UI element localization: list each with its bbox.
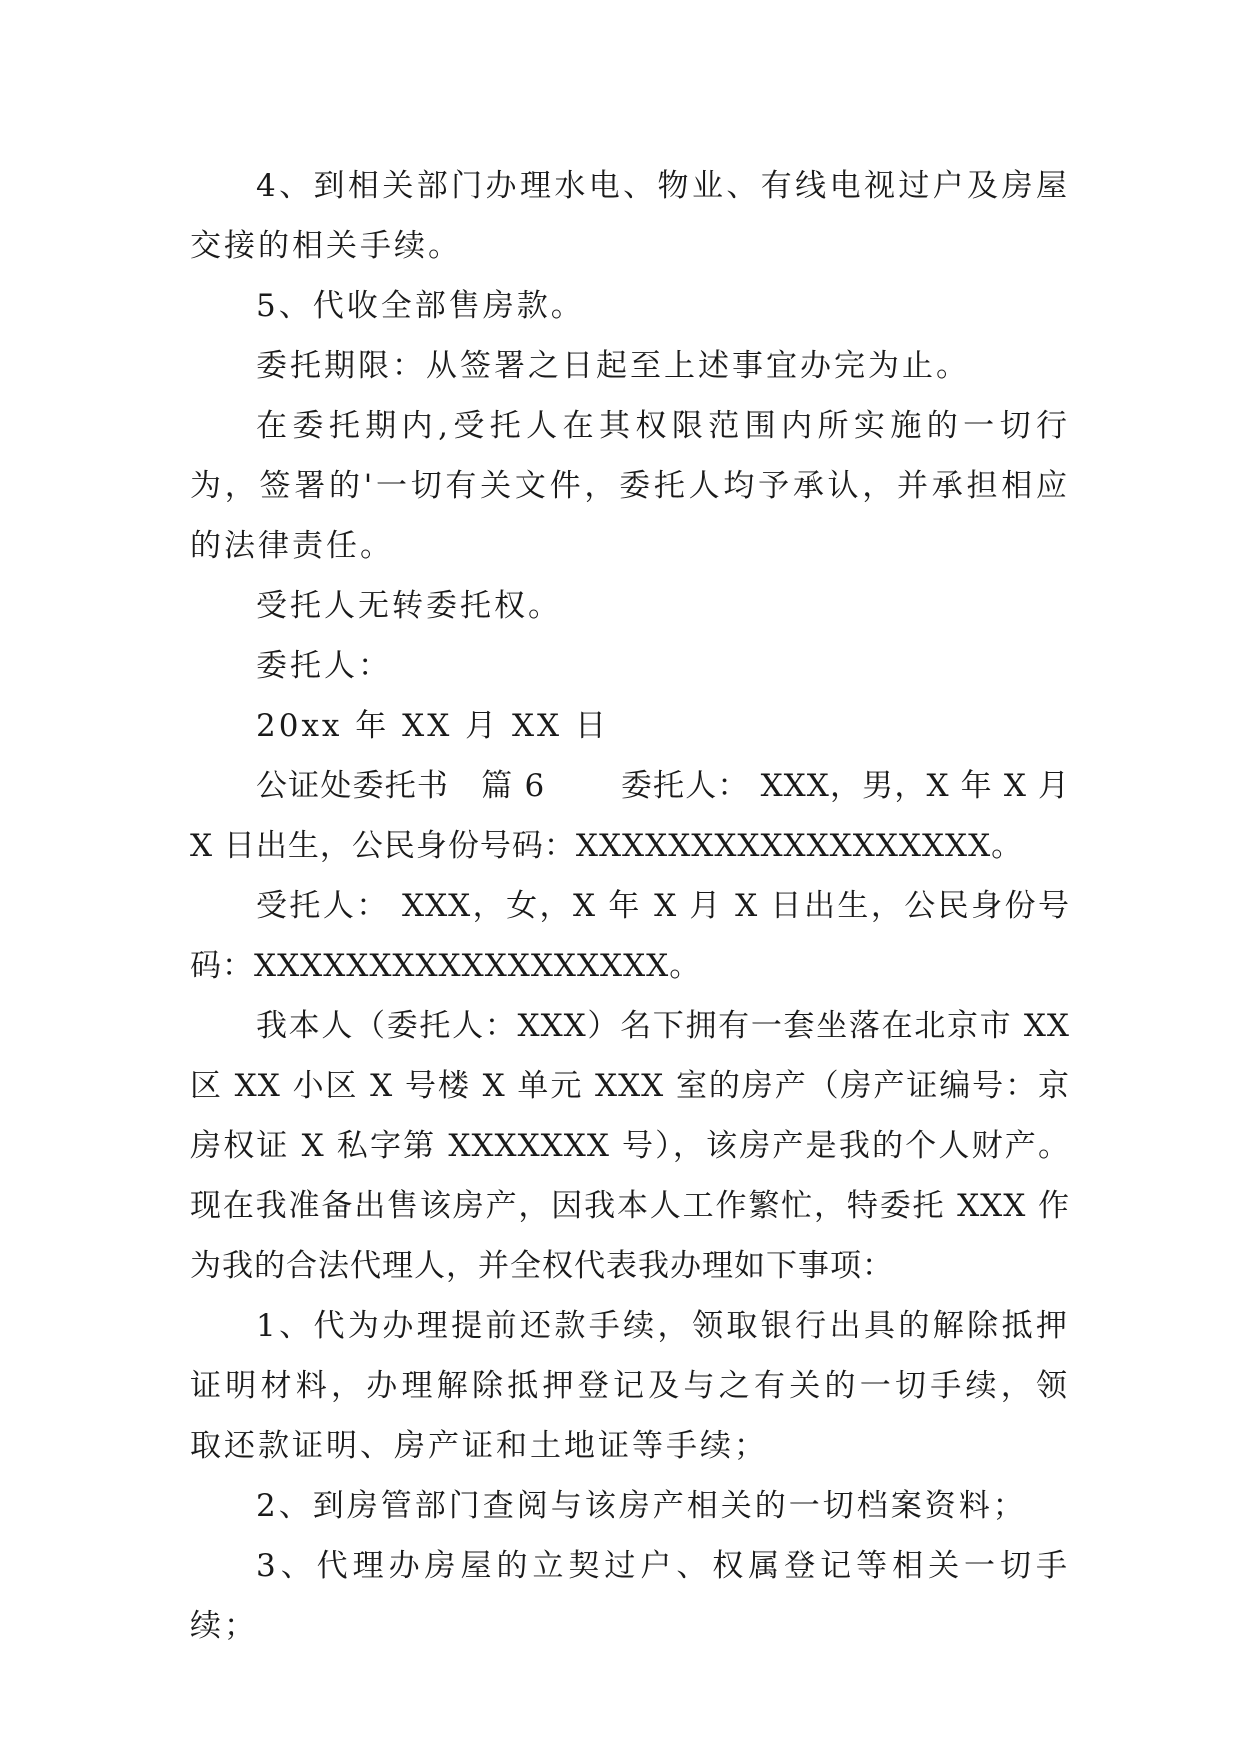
paragraph-no-subdelegation: 受托人无转委托权。 (256, 588, 562, 624)
paragraph-property-statement: 我本人（委托人：XXX）名下拥有一套坐落在北京市 XX 区 XX 小区 X 号楼 X 单元 XXX 室的房产（房产证编号：京房权证 X 私字第 XXXXXXX 号），该房产是我的个人财产。现在我准备出售该房产，因我本人工作繁忙，特委托 XXX 作为我的合法代理人，并全权代表我办理如下事项： (190, 1008, 1070, 1284)
paragraph-liability: 在委托期内,受托人在其权限范围内所实施的一切行为，签署的'一切有关文件，委托人均予承认，并承担相应的法律责任。 (190, 408, 1070, 564)
paragraph-matter-2: 2、到房管部门查阅与该房产相关的一切档案资料； (256, 1488, 1027, 1524)
document-body (190, 156, 1070, 1656)
paragraph-item-4: 4、到相关部门办理水电、物业、有线电视过户及房屋交接的相关手续。 (190, 168, 1070, 264)
paragraph-date: 20xx 年 XX 月 XX 日 (256, 708, 609, 744)
paragraph-section-6-principal: 公证处委托书 篇 6 委托人： XXX，男，X 年 X 月 X 日出生，公民身份号码：XXXXXXXXXXXXXXXXXX。 (190, 768, 1070, 864)
paragraph-agent: 受托人： XXX，女，X 年 X 月 X 日出生，公民身份号码：XXXXXXXXXXXXXXXXXX。 (190, 888, 1070, 984)
paragraph-matter-3: 3、代理办房屋的立契过户、权属登记等相关一切手续； (190, 1548, 1070, 1644)
paragraph-item-5: 5、代收全部售房款。 (256, 288, 585, 324)
paragraph-entrust-period: 委托期限：从签署之日起至上述事宜办完为止。 (256, 348, 970, 384)
paragraph-principal-signature: 委托人： (256, 648, 392, 684)
paragraph-matter-1: 1、代为办理提前还款手续，领取银行出具的解除抵押证明材料，办理解除抵押登记及与之有关的一切手续，领取还款证明、房产证和土地证等手续； (190, 1308, 1070, 1464)
